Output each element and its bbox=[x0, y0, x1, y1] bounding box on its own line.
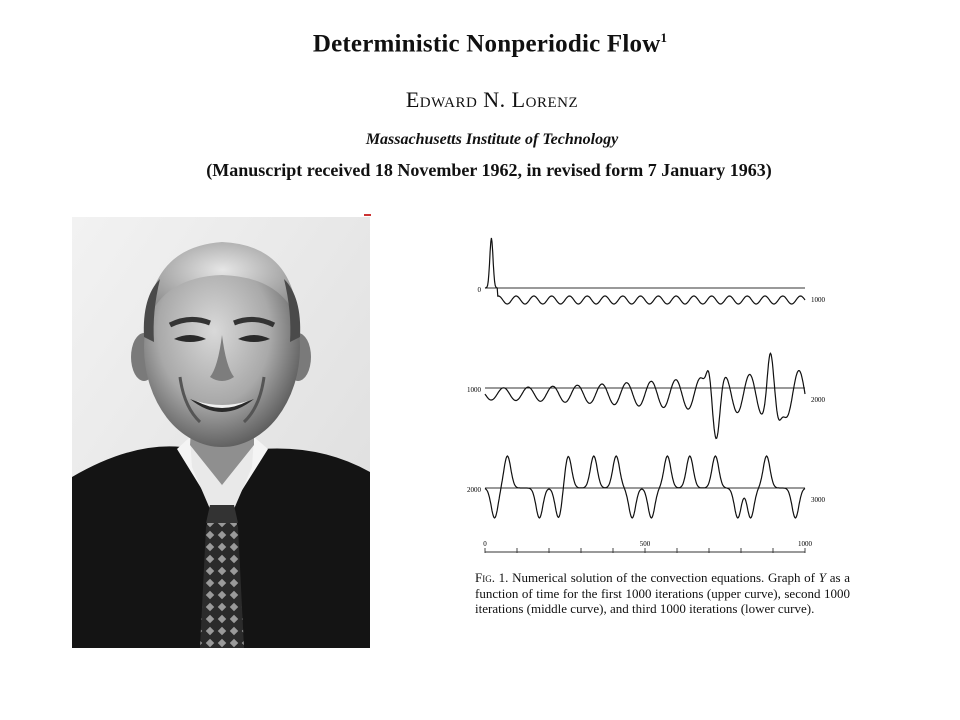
manuscript-dates: (Manuscript received 18 November 1962, in revised form 7 January 1963) bbox=[206, 160, 772, 180]
figure-label: Fig. 1. bbox=[475, 570, 509, 585]
panel-trace bbox=[485, 238, 805, 304]
panel-right-label: 3000 bbox=[811, 496, 825, 504]
panel-right-label: 1000 bbox=[811, 296, 825, 304]
figure-panel bbox=[467, 353, 826, 438]
paper-affiliation: Massachusetts Institute of Technology bbox=[365, 131, 619, 148]
time-axis-tick-label: 0 bbox=[483, 540, 487, 548]
time-axis-tick-label: 1000 bbox=[798, 540, 812, 548]
caption-text-after-var: as a function of time for the first 1000 iterations (upper curve), second 1000 iterations (middle curve), and third 1000 iterations (lower curve). bbox=[475, 570, 850, 616]
panel-left-label: 0 bbox=[477, 286, 481, 294]
title-footnote-marker: 1 bbox=[660, 30, 668, 45]
figure-panel bbox=[478, 238, 826, 304]
figure-caption bbox=[475, 570, 850, 617]
author-portrait bbox=[72, 217, 370, 648]
figure-panels bbox=[467, 238, 826, 518]
photo-edge-mark bbox=[364, 214, 371, 216]
caption-variable: Y bbox=[818, 570, 826, 585]
time-axis-tick-label: 500 bbox=[639, 540, 651, 548]
panel-left-label: 2000 bbox=[467, 486, 481, 494]
panel-trace bbox=[485, 456, 805, 518]
paper-title bbox=[0, 30, 960, 58]
caption-text-before-var: Numerical solution of the convection equations. Graph of bbox=[512, 570, 816, 585]
panel-left-label: 1000 bbox=[467, 386, 481, 394]
panel-right-label: 2000 bbox=[811, 396, 825, 404]
figure-1-plot bbox=[440, 230, 860, 570]
time-axis bbox=[483, 540, 812, 553]
paper-title-text: Deterministic Nonperiodic Flow bbox=[312, 30, 661, 58]
paper-author: Edward N. Lorenz bbox=[405, 87, 579, 112]
panel-trace bbox=[485, 353, 805, 438]
figure-panel bbox=[467, 456, 826, 518]
